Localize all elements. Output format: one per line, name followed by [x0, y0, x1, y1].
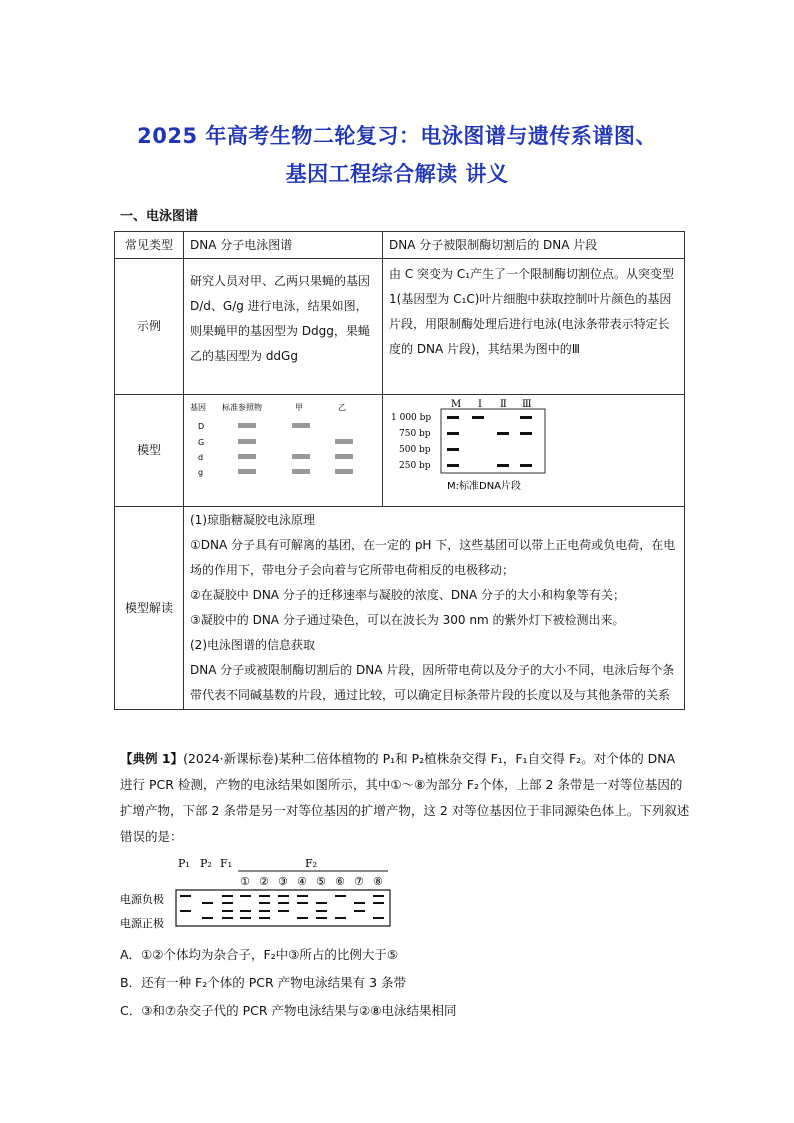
gel1-header-yi: 乙	[338, 403, 346, 412]
gel3-band	[316, 917, 327, 919]
II-band-750	[497, 432, 509, 435]
gel2-caption: M:标准DNA片段	[447, 481, 522, 492]
gel1-gene-d: d	[198, 453, 204, 462]
lane-I: Ⅰ	[478, 399, 482, 410]
gel3-neg: 电源负极	[120, 893, 164, 906]
gel3-band	[259, 910, 270, 912]
gel3-band	[222, 910, 233, 912]
gel3-n8: ⑧	[373, 875, 383, 888]
III-band-250	[520, 464, 532, 467]
II-band-250	[497, 464, 509, 467]
lane-II: Ⅱ	[500, 399, 507, 410]
yi-band-G	[335, 439, 353, 444]
gel3-band	[240, 917, 251, 919]
gel3-band	[278, 902, 289, 904]
gel3-band	[373, 902, 384, 904]
interp-line-1: (1)琼脂糖凝胶电泳原理	[190, 513, 315, 527]
example1-text: (2024·新课标卷)某种二倍体植物的 P₁和 P₂植株杂交得 F₁，F₁自交得 F₂。对个体的 DNA 进行 PCR 检测，产物的电泳结果如图所示，其中①～⑧为部分 F₂个体，上部 2 条带是一对等位基因的扩增产物，下部 2 条带是另一对等位基因的扩增产物，这 2 对等位基因位于非同源染色体上。下列叙述错误的是：	[120, 751, 690, 844]
gel3-pos: 电源正极	[120, 917, 164, 930]
gel3-n1: ①	[240, 875, 250, 888]
row-interp-label: 模型解读	[115, 507, 184, 710]
yi-band-d	[335, 454, 353, 459]
gel3-band	[259, 917, 270, 919]
M-band-500	[447, 448, 459, 451]
gel3-p2: P₂	[200, 857, 212, 870]
gel1-header-jia: 甲	[295, 403, 303, 412]
std-band-G	[238, 439, 256, 444]
M-band-1000	[447, 416, 459, 419]
gel3-band	[259, 902, 270, 904]
std-band-d	[238, 454, 256, 459]
example1-paragraph	[120, 746, 690, 850]
gel3-band	[335, 917, 346, 919]
gel3-band	[354, 910, 365, 912]
gel-figure-2	[383, 395, 685, 507]
std-band-D	[238, 423, 256, 428]
gel1-header-std: 标准参照物	[222, 403, 262, 412]
gel3-band	[222, 902, 233, 904]
gel3-bands	[180, 895, 384, 919]
gene-gel-diagram	[188, 397, 368, 495]
gel3-band	[278, 895, 289, 897]
III-band-750	[520, 432, 532, 435]
gel3-n6: ⑥	[335, 875, 345, 888]
size-250: 250 bp	[399, 461, 431, 471]
restriction-gel-diagram	[387, 397, 567, 495]
size-750: 750 bp	[399, 429, 431, 439]
gel3-band	[297, 895, 308, 897]
header-dna: DNA 分子电泳图谱	[184, 232, 383, 259]
gel3-band	[180, 910, 191, 912]
option-c: C．③和⑦杂交子代的 PCR 产物电泳结果与②⑧电泳结果相同	[120, 1003, 457, 1018]
gel3-band	[278, 910, 289, 912]
gel3-band	[335, 895, 346, 897]
gel1-gene-g: g	[198, 468, 204, 477]
gel3-band	[297, 902, 308, 904]
pcr-gel-diagram	[120, 855, 400, 935]
size-1000: 1 000 bp	[391, 413, 432, 423]
gel3-p1: P₁	[178, 857, 190, 870]
gel3-n5: ⑤	[316, 875, 326, 888]
gel1-gene-G: G	[198, 438, 205, 447]
interp-cell	[184, 507, 685, 710]
gel3-f2: F₂	[305, 857, 318, 870]
gel3-band	[240, 910, 251, 912]
jia-band-g	[292, 469, 310, 474]
row-example-label: 示例	[115, 259, 184, 395]
page-title-line2: 基因工程综合解读 讲义	[285, 162, 509, 186]
yi-band-g	[335, 469, 353, 474]
M-band-250	[447, 464, 459, 467]
lane-M: M	[451, 399, 462, 410]
gel-figure-1	[184, 395, 383, 507]
gel3-f1: F₁	[220, 857, 233, 870]
size-500: 500 bp	[399, 445, 431, 455]
gel3-band	[316, 910, 327, 912]
gel3-n3: ③	[278, 875, 288, 888]
interp-line-2: ①DNA 分子具有可解离的基团，在一定的 pH 下，这些基团可以带上正电荷或负电荷，在电场的作用下，带电分子会向着与它所带电荷相反的电极移动；	[190, 538, 676, 577]
gel3-band	[316, 902, 327, 904]
interp-line-4: ③凝胶中的 DNA 分子通过染色，可以在波长为 300 nm 的紫外灯下被检测出来。	[190, 613, 625, 627]
M-band-750	[447, 432, 459, 435]
gel3-band	[222, 895, 233, 897]
gel3-band	[373, 895, 384, 897]
interp-line-3: ②在凝胶中 DNA 分子的迁移速率与凝胶的浓度、DNA 分子的大小和构象等有关；	[190, 588, 626, 602]
interp-line-5: (2)电泳图谱的信息获取	[190, 638, 315, 652]
gel1-header-gene: 基因	[190, 403, 206, 412]
gel3-band	[240, 895, 251, 897]
gel3-band	[354, 902, 365, 904]
gel3-n2: ②	[259, 875, 269, 888]
example1-label: 【典例 1】	[120, 751, 184, 766]
gel3-band	[222, 917, 233, 919]
III-band-1000	[520, 416, 532, 419]
std-band-g	[238, 469, 256, 474]
example-left-text: 研究人员对甲、乙两只果蝇的基因 D/d、G/g 进行电泳，结果如图，则果蝇甲的基因型为 Ddgg，果蝇乙的基因型为 ddGg	[184, 259, 383, 395]
interp-line-6: DNA 分子或被限制酶切割后的 DNA 片段，因所带电荷以及分子的大小不同，电泳后每个条带代表不同碱基数的片段，通过比较，可以确定目标条带片段的长度以及与其他条带的关系	[190, 663, 675, 702]
option-a: A．①②个体均为杂合子，F₂中③所占的比例大于⑤	[120, 947, 399, 962]
I-band-1000	[472, 416, 484, 419]
gel3-band	[202, 917, 213, 919]
gel3-band	[202, 902, 213, 904]
gel3-n7: ⑦	[354, 875, 364, 888]
header-type: 常见类型	[115, 232, 184, 259]
header-fragment: DNA 分子被限制酶切割后的 DNA 片段	[383, 232, 685, 259]
gel1-gene-D: D	[198, 422, 205, 431]
gel3-n4: ④	[297, 875, 307, 888]
gel3-band	[180, 895, 191, 897]
electrophoresis-table	[114, 231, 685, 710]
jia-band-D	[292, 423, 310, 428]
row-model-label: 模型	[115, 395, 184, 507]
example-right-text: 由 C 突变为 C₁产生了一个限制酶切割位点。从突变型 1(基因型为 C₁C)叶片细胞中获取控制叶片颜色的基因片段，用限制酶处理后进行电泳(电泳条带表示特定长度的 DNA 片段)，其结果为图中的Ⅲ	[383, 259, 685, 395]
lane-III: Ⅲ	[522, 399, 532, 410]
option-b: B．还有一种 F₂个体的 PCR 产物电泳结果有 3 条带	[120, 975, 407, 990]
gel3-band	[373, 917, 384, 919]
jia-band-d	[292, 454, 310, 459]
section-heading: 一、电泳图谱	[120, 209, 199, 224]
gel3-band	[297, 917, 308, 919]
page-title-line1: 2025 年高考生物二轮复习：电泳图谱与遗传系谱图、	[137, 124, 657, 148]
gel3-band	[259, 895, 270, 897]
